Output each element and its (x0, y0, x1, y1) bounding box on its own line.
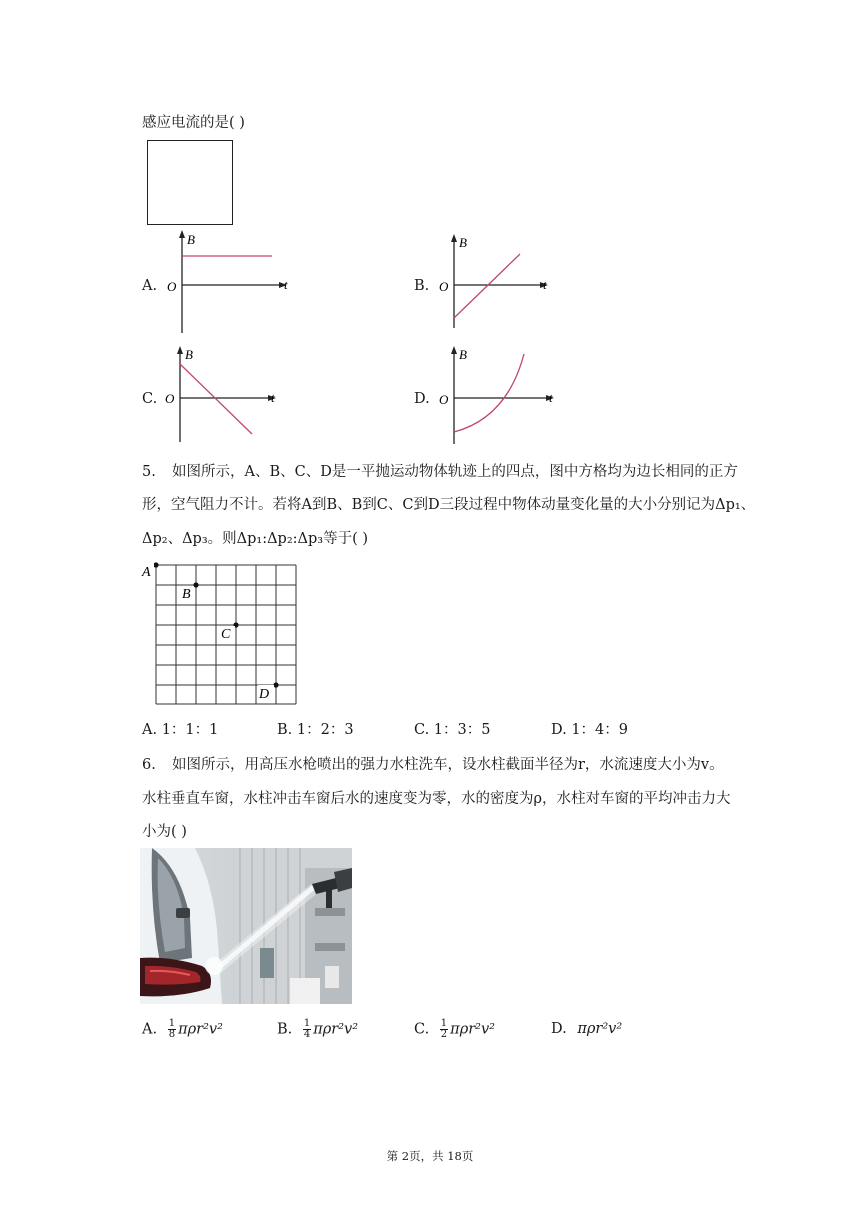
q6-number: 6. (142, 757, 156, 773)
q4-a-origin-label: O (167, 279, 177, 294)
q4-d-origin-label: O (439, 392, 449, 407)
q4-d-axis-y-label: B (459, 347, 467, 362)
q5-line1: 如图所示，A、B、C、D是一平抛运动物体轨迹上的四点，图中方格均为边长相同的正方 (172, 464, 738, 480)
car-wash-photo (140, 848, 352, 1004)
point-a-label: A (142, 565, 151, 580)
q4-graph-b (432, 228, 562, 336)
q6-option-d: D. πρr²v² (551, 1021, 623, 1037)
q6-option-a-fraction: $\frac{1}{8}$ (168, 1018, 176, 1040)
q5-option-b: B. 1：2：3 (277, 722, 354, 738)
q4-d-axis-x-label: t (549, 390, 553, 405)
page-footer: 第 2页，共 18页 (386, 1149, 474, 1163)
q4-tail-text: 感应电流的是( ) (142, 115, 245, 131)
q4-option-b-letter: B. (414, 278, 430, 294)
q5-line3: Δp₂、Δp₃。则Δp₁:Δp₂:Δp₃等于( ) (142, 531, 369, 547)
point-a-dot (153, 562, 158, 567)
q4-graph-a (160, 228, 300, 336)
q4-a-axis-y-label: B (187, 232, 195, 247)
q6-option-a: A. $\frac{1}{8}$ πρr²v² (142, 1018, 223, 1040)
q4-a-axis-x-label: t (284, 277, 288, 292)
q5-option-a: A. 1：1：1 (142, 722, 219, 738)
q5-grid-figure (140, 560, 305, 710)
point-d-label: D (259, 687, 270, 702)
q6-option-b: B. $\frac{1}{4}$ πρr²v² (277, 1018, 359, 1040)
q6-line2: 水柱垂直车窗，水柱冲击车窗后水的速度变为零，水的密度为ρ，水柱对车窗的平均冲击力大 (142, 791, 731, 807)
q4-c-axis-y-label: B (185, 347, 193, 362)
q6-line3: 小为( ) (142, 824, 187, 840)
square-coil (147, 140, 233, 225)
q4-graph-d (432, 342, 567, 446)
q6-option-c-fraction: $\frac{1}{2}$ (440, 1018, 448, 1040)
q6-line1: 如图所示，用高压水枪喷出的强力水柱洗车，设水柱截面半径为r，水流速度大小为v。 (172, 757, 724, 773)
q4-graph-c (160, 342, 290, 446)
q4-c-axis-x-label: t (271, 390, 275, 405)
q4-c-origin-label: O (165, 391, 175, 406)
q4-b-axis-x-label: t (543, 277, 547, 292)
point-c-label: C (221, 627, 231, 642)
q6-option-b-fraction: $\frac{1}{4}$ (303, 1018, 311, 1040)
q4-option-a-letter: A. (142, 278, 158, 294)
q5-option-c: C. 1：3：5 (414, 722, 491, 738)
point-b-label: B (182, 587, 191, 602)
q4-b-origin-label: O (439, 279, 449, 294)
q4-option-d-letter: D. (414, 391, 430, 407)
point-b-dot (193, 582, 198, 587)
q6-option-c: C. $\frac{1}{2}$ πρr²v² (414, 1018, 495, 1040)
q4-b-axis-y-label: B (459, 235, 467, 250)
q5-line2: 形，空气阻力不计。若将A到B、B到C、C到D三段过程中物体动量变化量的大小分别记为Δp₁、 (142, 497, 756, 513)
q4-option-c-letter: C. (142, 391, 158, 407)
q5-option-d: D. 1：4：9 (551, 722, 629, 738)
q5-number: 5. (142, 464, 156, 480)
point-d-dot (273, 682, 278, 687)
